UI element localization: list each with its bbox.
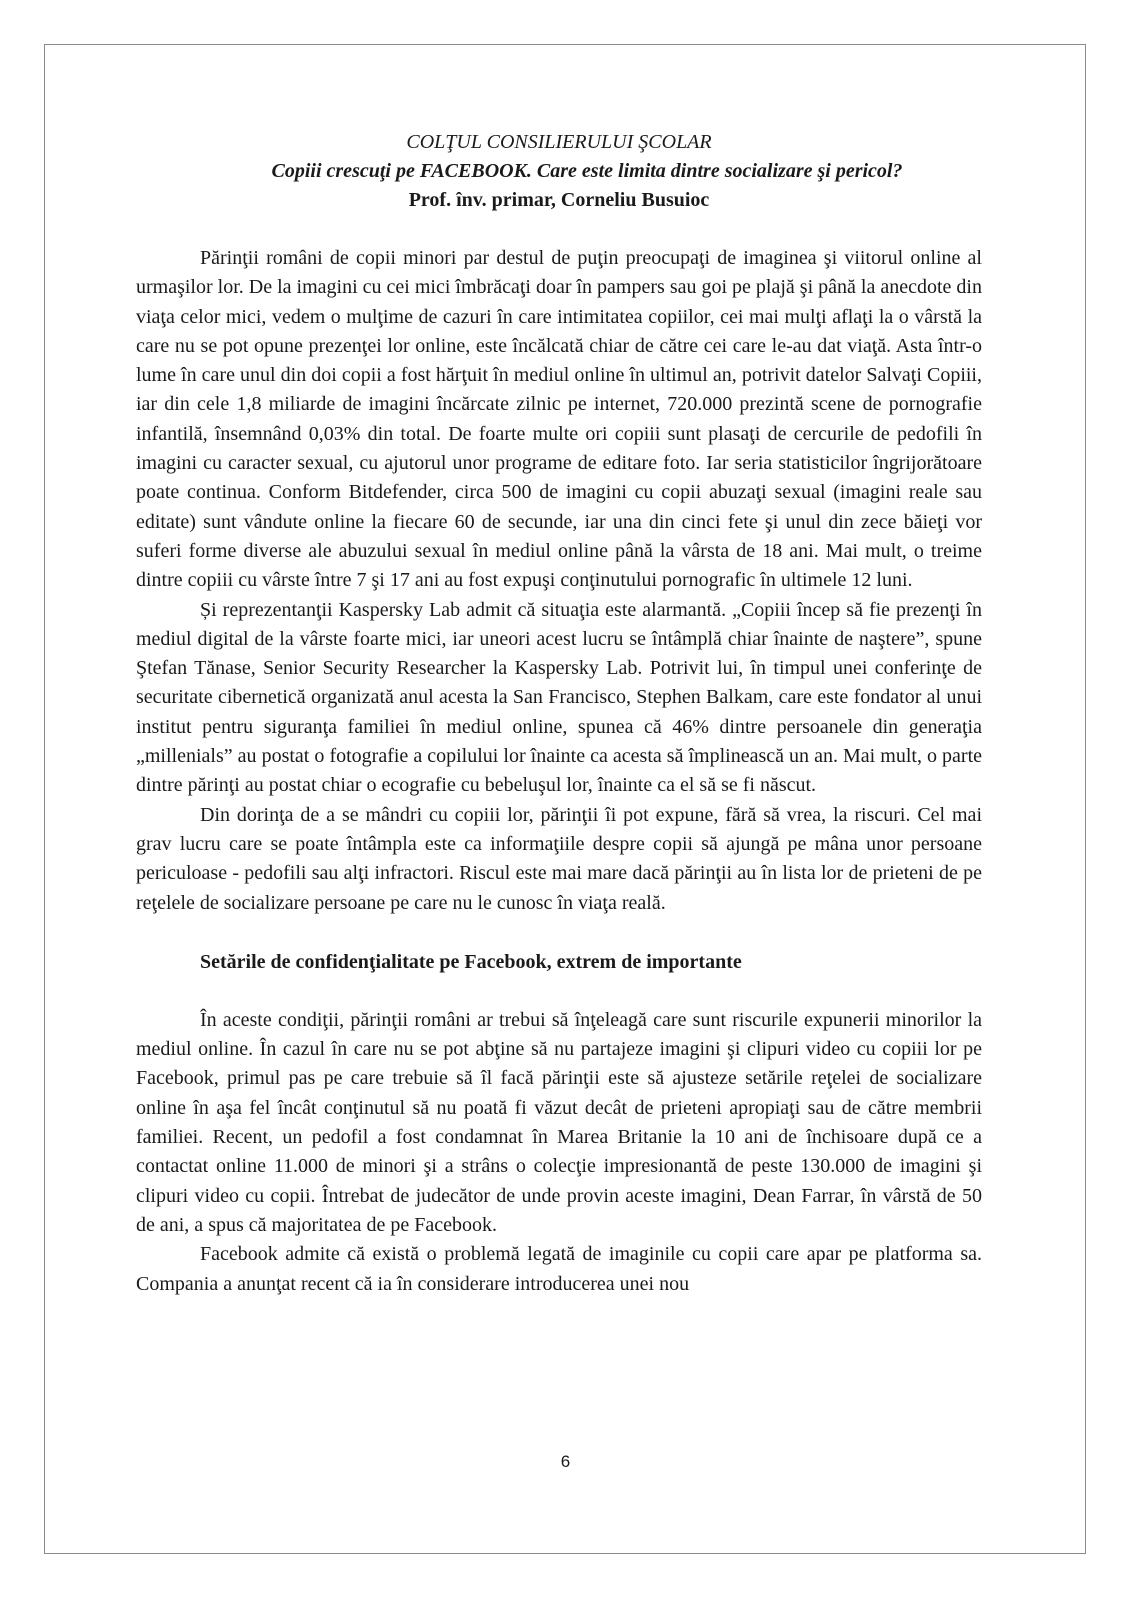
- author-line: Prof. înv. primar, Corneliu Busuioc: [408, 189, 710, 211]
- paragraph: Facebook admite că există o problemă legată de imaginile cu copii care apar pe platforma sa. Compania a anunţat recent că ia în considerare introducerea unei nou: [136, 1243, 982, 1295]
- paragraph: Din dorinţa de a se mândri cu copiii lor, părinţii îi pot expune, fără să vrea, la riscuri. Cel mai grav lucru care se poate întâmpla este ca informaţiile despre copii să ajungă pe mâna unor persoane periculoase - pedofili sau alţi infractori. Riscul este mai mare dacă părinţii au în lista lor de prieteni de pe reţelele de socializare persoane pe care nu le cunosc în viaţa reală.: [136, 803, 982, 914]
- section-subheading: Setările de confidenţialitate pe Facebook, extrem de importante: [200, 950, 742, 973]
- paragraph: Părinţii români de copii minori par destul de puţin preocupaţi de imaginea şi viitorul online al urmaşilor lor. De la imagini cu cei mici îmbrăcaţi doar în pampers sau goi pe plajă şi până la anecdote din viaţa celor mici, vedem o mulţime de cazuri în care intimitatea copiilor, cei mai mulţi aflaţi la o vârstă la care nu se pot opune prezenţei lor online, este încălcată chiar de către cei care le-au dat viaţă. Asta într-o lume în care unul din doi copii a fost hărţuit în mediul online în ultimul an, potrivit datelor Salvaţi Copiii, iar din cele 1,8 miliarde de imagini încărcate zilnic pe internet, 720.000 prezintă scene de pornografie infantilă, însemnând 0,03% din total. De foarte multe ori copiii sunt plasaţi de cercurile de pedofili în imagini cu caracter sexual, cu ajutorul unor programe de editare foto. Iar seria statisticilor îngrijorătoare poate continua. Conform Bitdefender, circa 500 de imagini cu copii abuzaţi sexual (imagini reale sau editate) sunt vândute online la fiecare 60 de secunde, iar una din cinci fete şi unul din zece băieţi vor suferi forme diverse ale abuzului sexual în mediul online până la vârsta de 18 ani. Mai mult, o treime dintre copiii cu vârste între 7 şi 17 ani au fost expuşi conţinutului pornografic în ultimele 12 luni.: [136, 247, 982, 592]
- paragraph: În aceste condiţii, părinţii români ar trebui să înţeleagă care sunt riscurile expunerii minorilor la mediul online. În cazul în care nu se pot abţine să nu partajeze imagini şi clipuri video cu copiii lor pe Facebook, primul pas pe care trebuie să îl facă părinţii este să ajusteze setările reţelei de socializare online în aşa fel încât conţinutul să nu poată fi văzut decât de prieteni apropiaţi sau de către membrii familiei. Recent, un pedofil a fost condamnat în Marea Britanie la 10 ani de închisoare după ce a contactat online 11.000 de minori şi a strâns o colecţie impresionantă de peste 130.000 de imagini şi clipuri video cu copii. Întrebat de judecător de unde provin aceste imagini, Dean Farrar, în vârstă de 50 de ani, a spus că majoritatea de pe Facebook.: [136, 1008, 982, 1236]
- document-body: [136, 128, 982, 1299]
- section-title: COLŢUL CONSILIERULUI ŞCOLAR: [406, 131, 712, 153]
- paragraph: Și reprezentanţii Kaspersky Lab admit că situaţia este alarmantă. „Copiii încep să fie prezenţi în mediul digital de la vârste foarte mici, iar uneori acest lucru se întâmplă chiar înainte de naştere”, spune Ştefan Tănase, Senior Security Researcher la Kaspersky Lab. Potrivit lui, în timpul unei conferinţe de securitate cibernetică organizată anul acesta la San Francisco, Stephen Balkam, care este fondator al unui institut pentru siguranţa familiei în mediul online, spunea că 46% dintre persoanele din generaţia „millenials” au postat o fotografie a copilului lor înainte ca acesta să împlinească un an. Mai mult, o parte dintre părinţi au postat chiar o ecografie cu bebeluşul lor, înainte ca el să se fi născut.: [136, 598, 982, 797]
- page-number: 6: [560, 1452, 571, 1471]
- article-header: [136, 128, 982, 215]
- article-title: Copiii crescuţi pe FACEBOOK. Care este limita dintre socializare şi pericol?: [271, 160, 903, 182]
